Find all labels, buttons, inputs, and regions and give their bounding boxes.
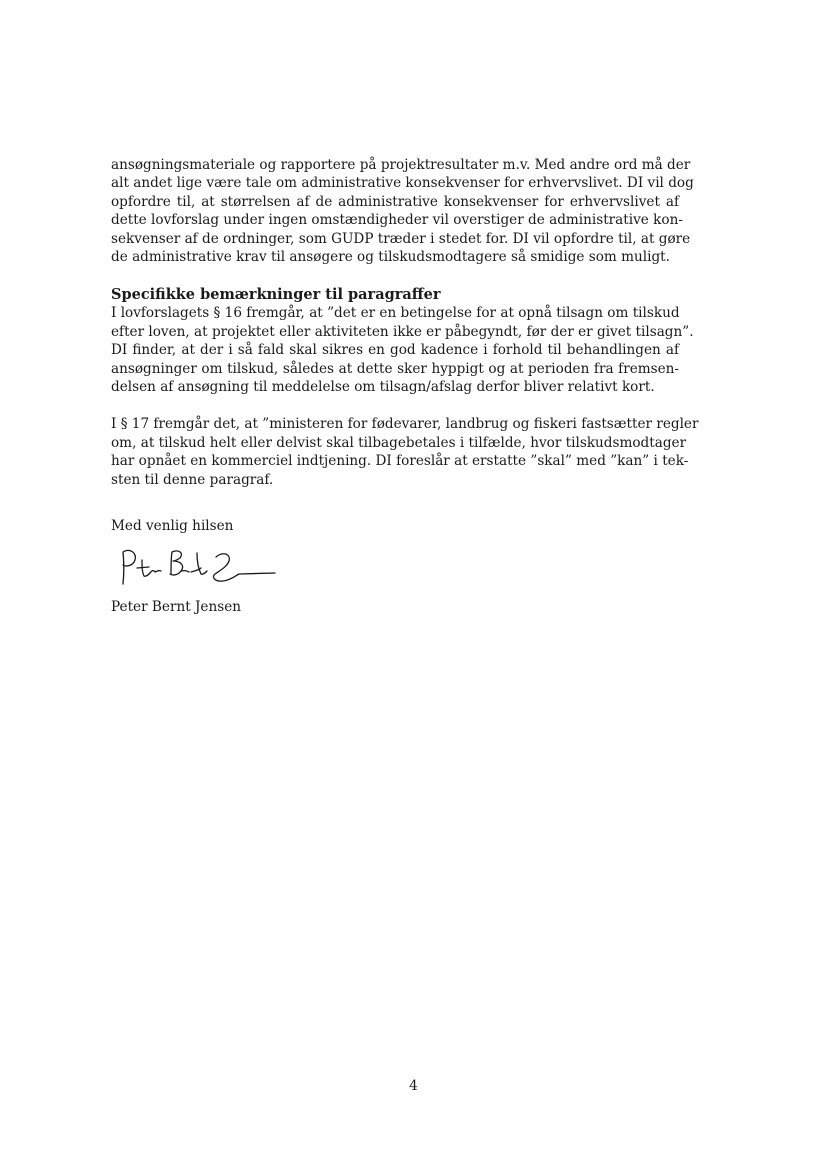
closing-salutation: Med venlig hilsen: [111, 518, 234, 535]
paragraph-administrative-consequences: [111, 156, 694, 266]
paragraph-spacer: [111, 266, 679, 285]
text-line: dette lovforslag under ingen omstændigheder vil overstiger de administrative kon-: [111, 212, 683, 229]
text-line: sten til denne paragraf.: [111, 471, 274, 488]
section-heading: Specifikke bemærkninger til paragraffer: [111, 286, 441, 304]
paragraph-section-16: [111, 304, 694, 396]
handwritten-signature: [115, 544, 285, 590]
signer-name: Peter Bernt Jensen: [111, 598, 242, 615]
text-line: de administrative krav til ansøgere og tilskudsmodtagere så smidige som muligt.: [111, 249, 670, 266]
text-line: ansøgninger om tilskud, således at dette sker hyppigt og at perioden fra fremsen-: [111, 360, 679, 377]
text-line: I § 17 fremgår det, at ”ministeren for fødevarer, landbrug og fiskeri fastsætter regler: [111, 416, 699, 433]
text-line: om, at tilskud helt eller delvist skal tilbagebetales i tilfælde, hvor tilskudsmodtager: [111, 434, 687, 451]
letter-body: [111, 156, 699, 616]
text-line: sekvenser af de ordninger, som GUDP træder i stedet for. DI vil opfordre til, at gøre: [111, 230, 691, 247]
text-line: I lovforslagets § 16 fremgår, at ”det er en betingelse for at opnå tilsagn om tilskud: [111, 305, 680, 322]
text-line: delsen af ansøgning til meddelelse om tilsagn/afslag derfor bliver relativt kort.: [111, 379, 655, 396]
text-line: DI finder, at der i så fald skal sikres en god kadence i forhold til behandlingen af: [111, 342, 679, 359]
text-line: alt andet lige være tale om administrative konsekvenser for erhvervslivet. DI vil dog: [111, 175, 694, 192]
text-line: opfordre til, at størrelsen af de administrative konsekvenser for erhvervslivet af: [111, 193, 679, 210]
paragraph-spacer: [111, 396, 679, 415]
text-line: ansøgningsmateriale og rapportere på projektresultater m.v. Med andre ord må der: [111, 157, 691, 173]
paragraph-section-17: [111, 415, 699, 489]
text-line: efter loven, at projektet eller aktiviteten ikke er påbegyndt, før der er givet tilsagn”.: [111, 323, 694, 340]
page-number: 4: [409, 1078, 418, 1094]
text-line: har opnået en kommerciel indtjening. DI foreslår at erstatte ”skal” med ”kan” i tek-: [111, 453, 689, 470]
